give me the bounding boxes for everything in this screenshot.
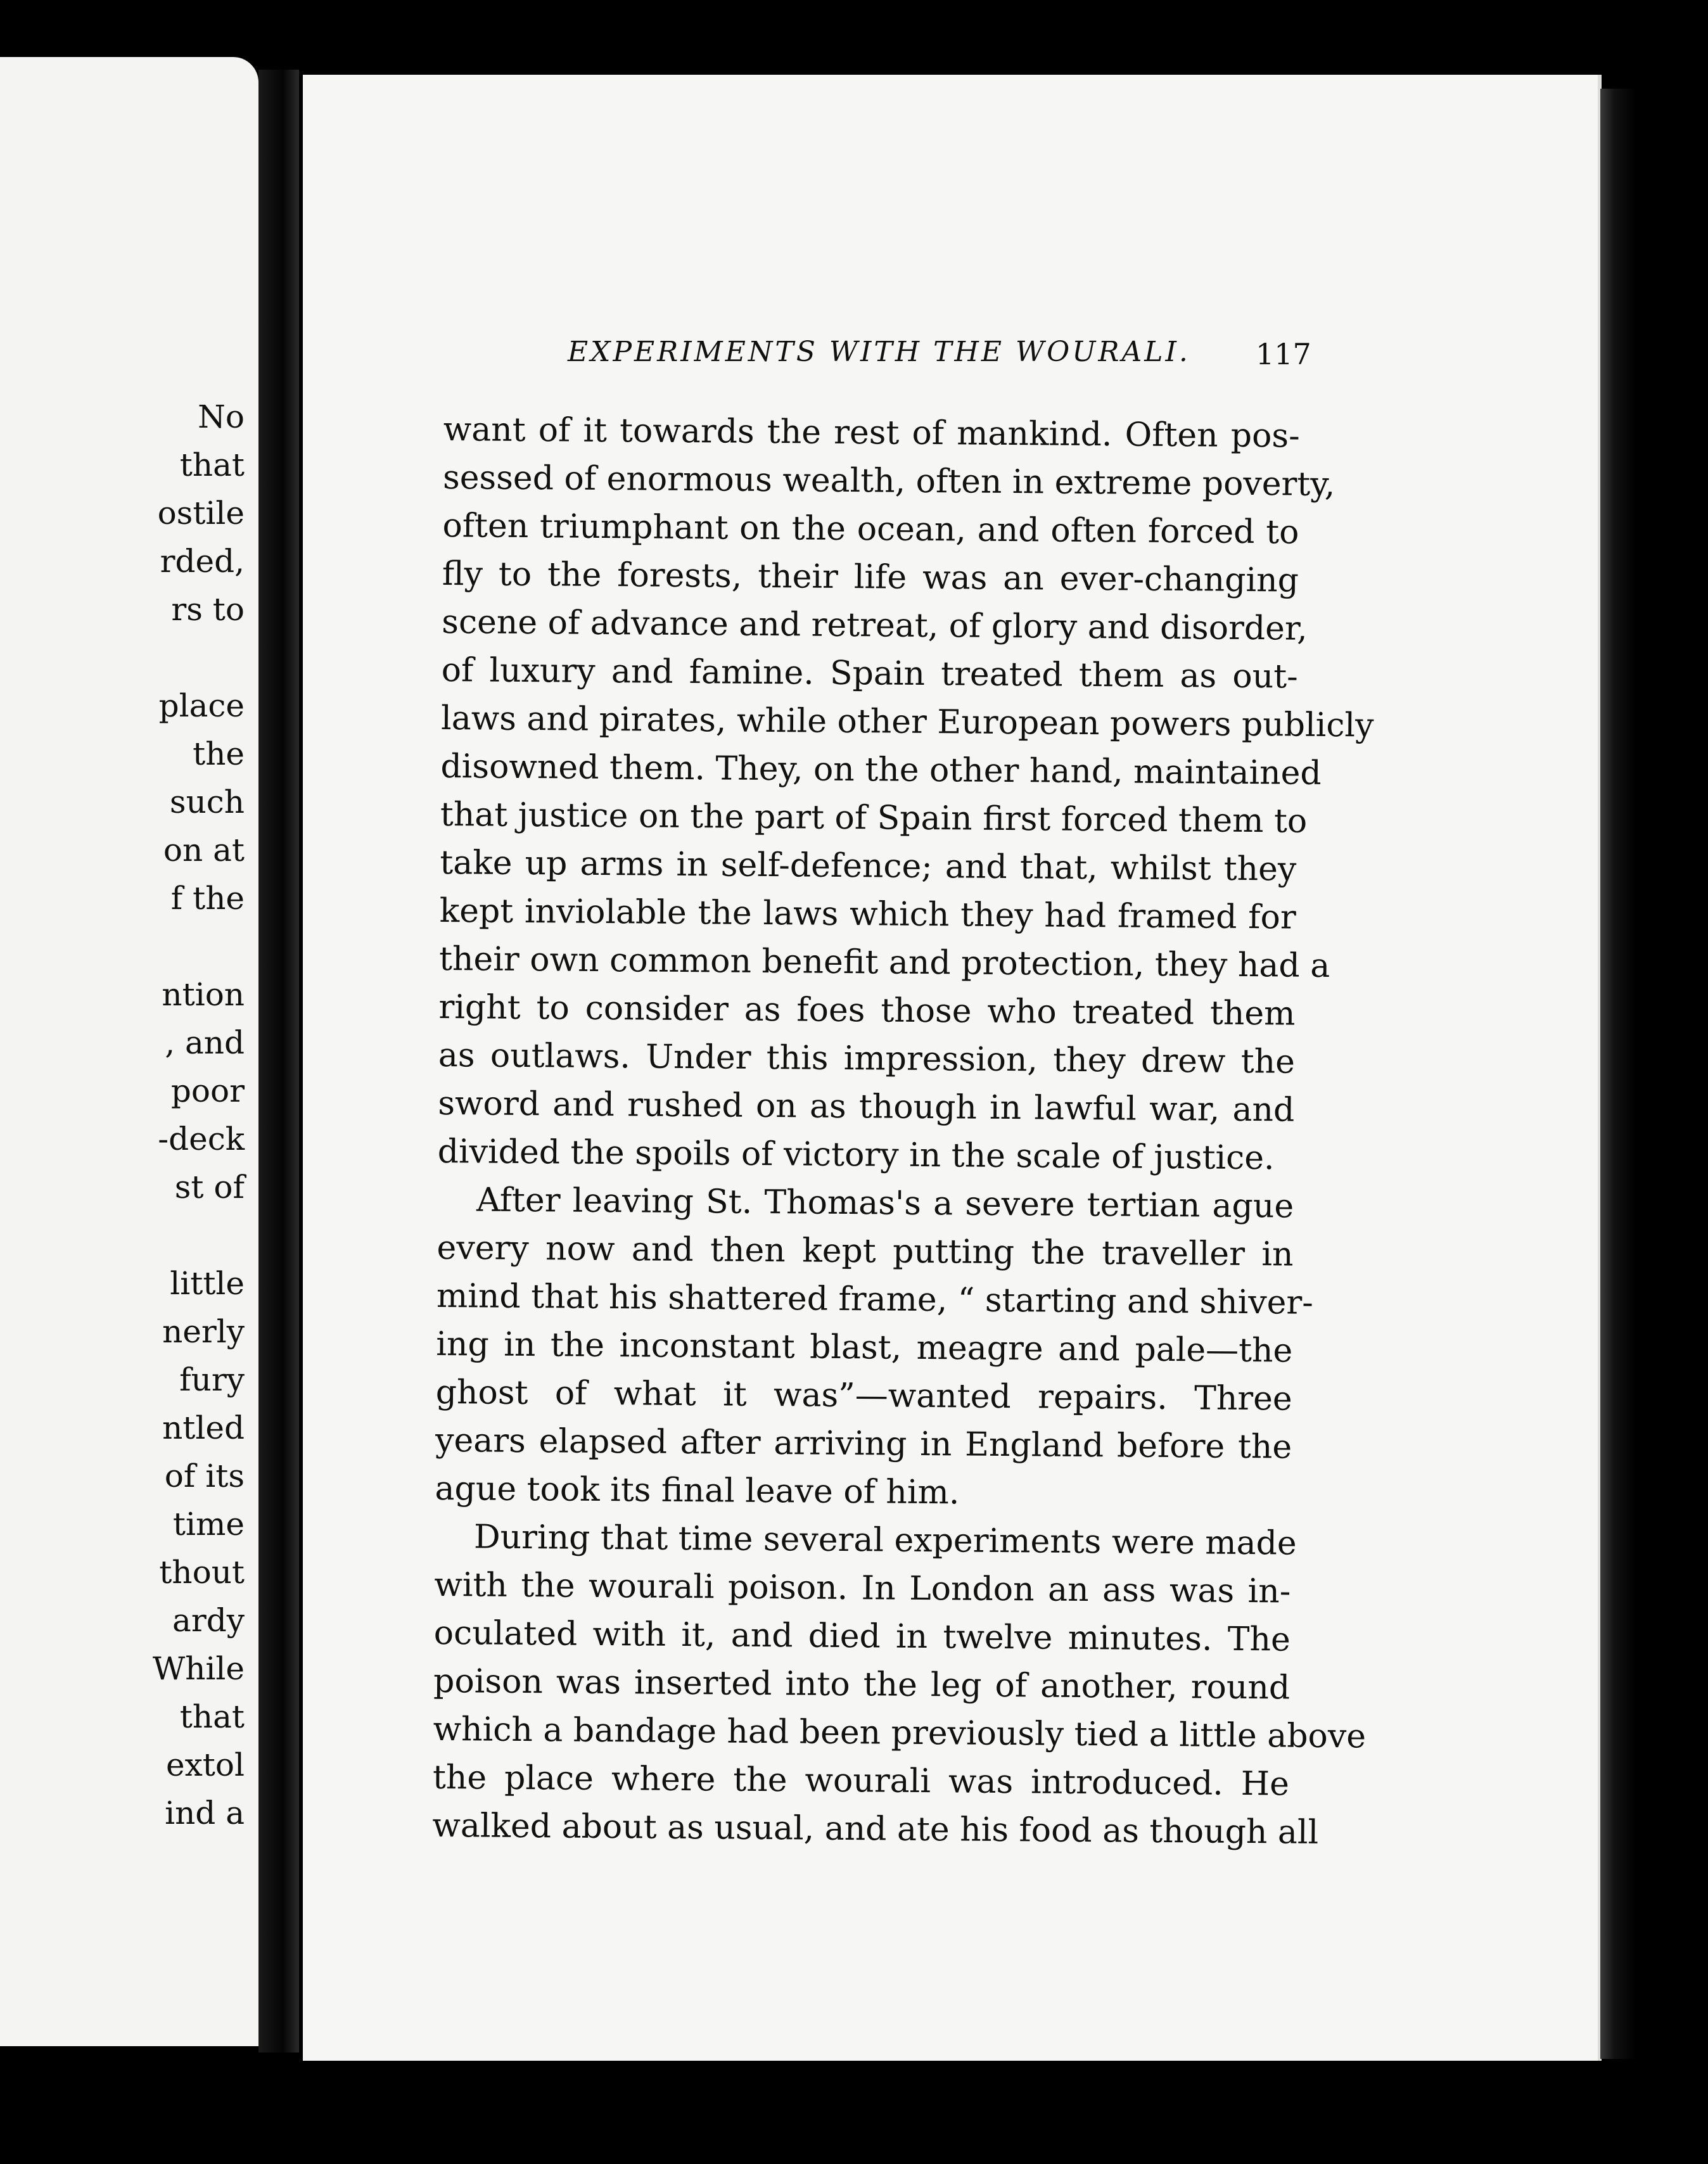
left-line: the xyxy=(193,735,245,772)
text-line: take up arms in self-defence; and that, whilst they xyxy=(440,843,1297,889)
text-line: their own common benefit and protection, they had a xyxy=(438,939,1330,986)
text-line: fly to the forests, their life was an ever-changing xyxy=(442,554,1299,600)
left-line: fury xyxy=(179,1361,245,1398)
left-line: time xyxy=(172,1506,245,1543)
text-line: After leaving St. Thomas's a severe tertian ague xyxy=(476,1181,1294,1226)
text-line: scene of advance and retreat, of glory and disorder, xyxy=(442,602,1308,648)
left-line xyxy=(4,922,245,971)
text-line: ghost of what it was”—wanted repairs. Three xyxy=(435,1373,1292,1418)
left-line: poor xyxy=(170,1072,245,1109)
left-line: such xyxy=(169,784,245,820)
running-head: EXPERIMENTS WITH THE WOURALI. xyxy=(568,336,1190,368)
body-text xyxy=(432,405,1374,1857)
text-line: which a bandage had been previously tied a little above xyxy=(433,1710,1367,1756)
left-line: rs to xyxy=(171,591,245,628)
text-line: oculated with it, and died in twelve minutes. The xyxy=(433,1613,1291,1659)
left-line: , and xyxy=(165,1024,245,1061)
text-line: divided the spoils of victory in the scale of justice. xyxy=(437,1132,1275,1178)
text-line: often triumphant on the ocean, and often forced to xyxy=(442,506,1299,552)
left-line: ostile xyxy=(157,495,245,531)
text-line: walked about as usual, and ate his food as though all xyxy=(432,1806,1319,1852)
text-line: kept inviolable the laws which they had framed for xyxy=(439,891,1296,937)
text-line: sessed of enormous wealth, often in extreme poverty, xyxy=(442,458,1335,504)
left-page-text xyxy=(4,393,245,1837)
text-line: every now and then kept putting the traveller in xyxy=(437,1228,1294,1274)
text-line: During that time several experiments were made xyxy=(473,1518,1297,1563)
left-line: No xyxy=(198,398,245,435)
page-edge-shadow xyxy=(1600,89,1636,2059)
left-line: While xyxy=(152,1650,245,1687)
text-line: with the wourali poison. In London an ass was in- xyxy=(434,1565,1291,1611)
book-gutter xyxy=(258,70,299,2053)
left-line: that xyxy=(179,447,245,483)
text-line: laws and pirates, while other European powers publicly xyxy=(440,699,1374,745)
left-line: ind a xyxy=(165,1795,245,1831)
left-page xyxy=(0,57,258,2046)
left-line: -deck xyxy=(158,1121,245,1157)
text-line: ing in the inconstant blast, meagre and pale—the xyxy=(436,1325,1293,1370)
left-line: of its xyxy=(164,1458,245,1494)
text-line: right to consider as foes those who treated them xyxy=(438,988,1296,1033)
left-line: thout xyxy=(159,1554,245,1591)
left-line: f the xyxy=(170,880,245,917)
text-line: ague took its final leave of him. xyxy=(435,1469,960,1512)
left-line: ardy xyxy=(172,1602,245,1639)
text-line: years elapsed after arriving in England before the xyxy=(435,1421,1292,1467)
text-line: mind that his shattered frame, “ starting and shiver- xyxy=(436,1276,1314,1322)
left-line: ntion xyxy=(162,976,245,1013)
page-number: 117 xyxy=(1256,337,1311,371)
left-line: little xyxy=(170,1265,245,1302)
text-line: poison was inserted into the leg of another, round xyxy=(433,1662,1291,1707)
left-line: extol xyxy=(166,1747,245,1783)
left-line: on at xyxy=(163,832,245,869)
text-line: sword and rushed on as though in lawful war, and xyxy=(438,1084,1295,1130)
text-line: that justice on the part of Spain first forced them to xyxy=(440,795,1308,841)
left-line: nerly xyxy=(162,1313,245,1350)
left-line: rded, xyxy=(160,543,245,580)
text-line: want of it towards the rest of mankind. Often pos- xyxy=(443,410,1300,455)
text-line: as outlaws. Under this impression, they drew the xyxy=(438,1036,1296,1081)
text-line: the place where the wourali was introduced. He xyxy=(432,1758,1290,1804)
text-line: of luxury and famine. Spain treated them as out- xyxy=(441,651,1298,696)
left-line: ntled xyxy=(162,1410,245,1446)
left-line: place xyxy=(158,687,245,724)
left-line xyxy=(4,633,245,682)
text-line: disowned them. They, on the other hand, maintained xyxy=(440,747,1322,792)
left-line xyxy=(4,1211,245,1259)
left-line: st of xyxy=(174,1169,245,1206)
left-line: that xyxy=(179,1698,245,1735)
